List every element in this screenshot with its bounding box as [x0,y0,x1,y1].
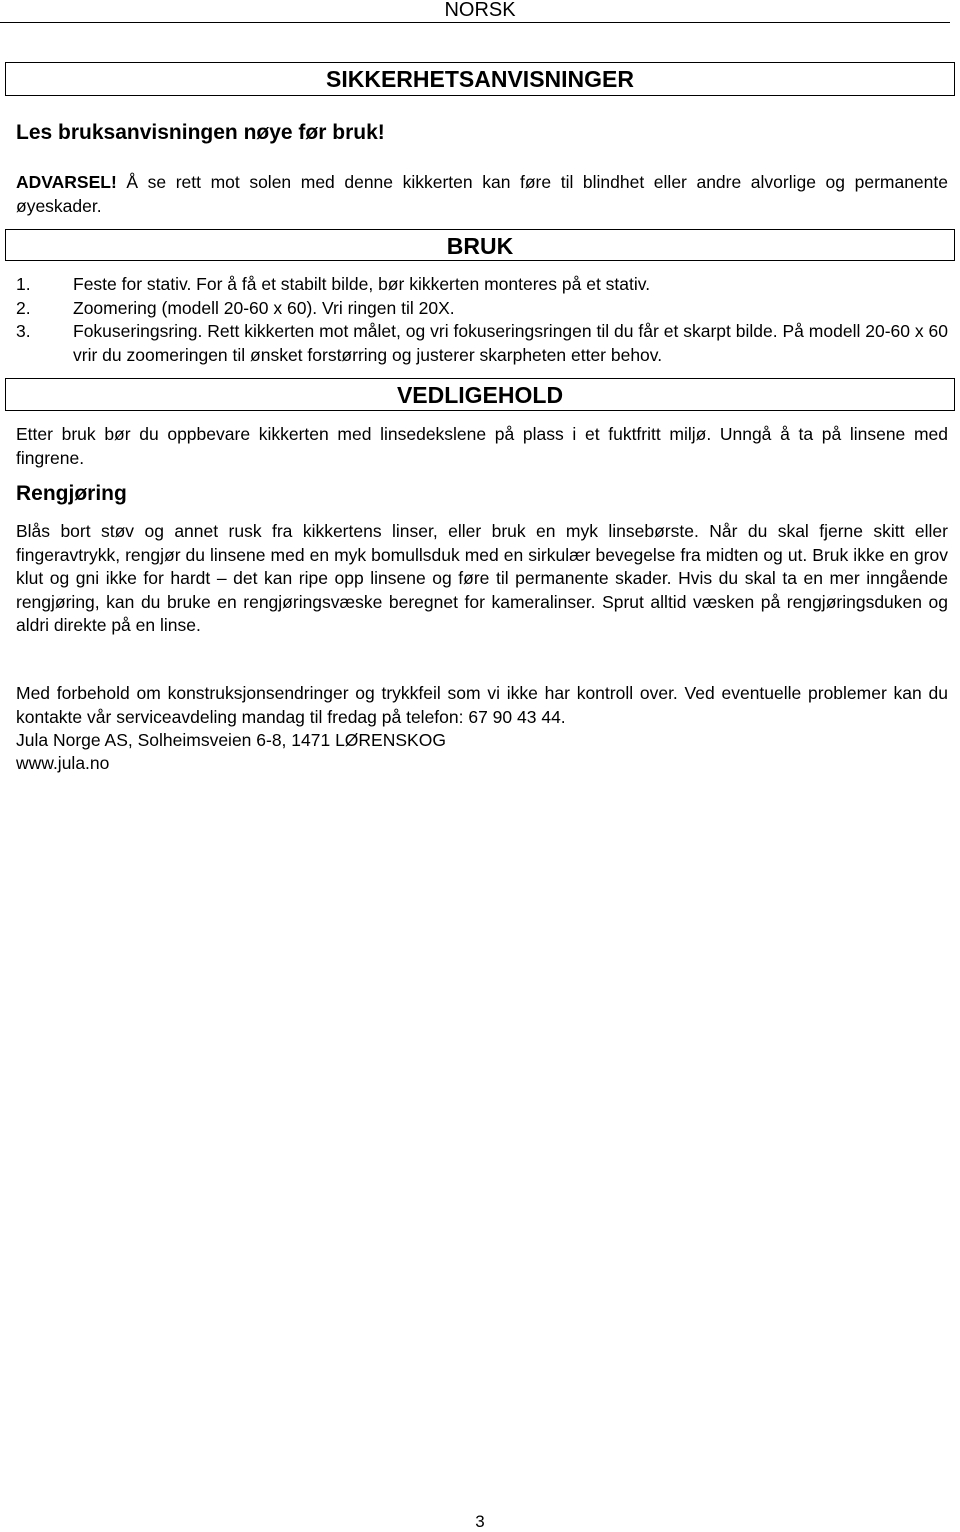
cleaning-paragraph: Blås bort støv og annet rusk fra kikkertens linser, eller bruk en myk linsebørste. Når du skal fjerne skitt eller fingeravtrykk, rengjør du linsene med en myk bomullsduk med en sirkulær bevegelse fra midten og ut. Bruk ikke en grov klut og gni ikke for hardt – det kan ripe opp linsene og føre til permanente skader. Hvis du skal ta en mer inngående rengjøring, kan du bruke en rengjøringsvæske beregnet for kameralinser. Sprut alltid væsken på rengjøringsduken og aldri direkte på en linse. [16,521,948,635]
list-item-text: Feste for stativ. For å få et stabilt bilde, bør kikkerten monteres på et stativ. [73,274,651,294]
page-number: 3 [475,1512,485,1531]
disclaimer-paragraph: Med forbehold om konstruksjonsendringer og trykkfeil som vi ikke har kontroll over. Ved eventuelle problemer kan du kontakte vår serviceavdeling mandag til fredag på telefon: 67 90 43 44. [16,683,948,727]
warning-paragraph [16,171,948,218]
list-item-number: 3. [16,321,31,341]
cleaning-heading: Rengjøring [16,482,127,505]
safety-section-title: SIKKERHETSANVISNINGER [5,62,955,96]
usage-section-title: BRUK [5,229,955,261]
list-item-text: Fokuseringsring. Rett kikkerten mot målet, og vri fokuseringsringen til du får et skarpt bilde. På modell 20-60 x 60 vrir du zoomeringen til ønsket forstørring og justerer skarpheten etter behov. [73,321,948,365]
warning-text: Å se rett mot solen med denne kikkerten kan føre til blindhet eller andre alvorlige og permanente øyeskader. [16,172,948,216]
list-item-text: Zoomering (modell 20-60 x 60). Vri ringen til 20X. [73,297,455,318]
usage-list [16,273,948,367]
header-divider [0,22,950,23]
read-instructions-heading: Les bruksanvisningen nøye før bruk! [16,121,385,144]
warning-label: ADVARSEL! [16,172,117,192]
list-item-number: 1. [16,274,31,294]
language-header: NORSK [444,0,516,21]
list-item-number: 2. [16,297,31,318]
list-item [16,297,948,321]
list-item [16,273,948,297]
maintenance-section-title: VEDLIGEHOLD [5,378,955,411]
website-link[interactable]: www.jula.no [16,753,110,773]
list-item [16,320,948,367]
company-address: Jula Norge AS, Solheimsveien 6-8, 1471 LØRENSKOG [16,730,446,750]
maintenance-paragraph: Etter bruk bør du oppbevare kikkerten med linsedekslene på plass i et fuktfritt miljø. Unngå å ta på linsene med fingrene. [16,424,948,468]
